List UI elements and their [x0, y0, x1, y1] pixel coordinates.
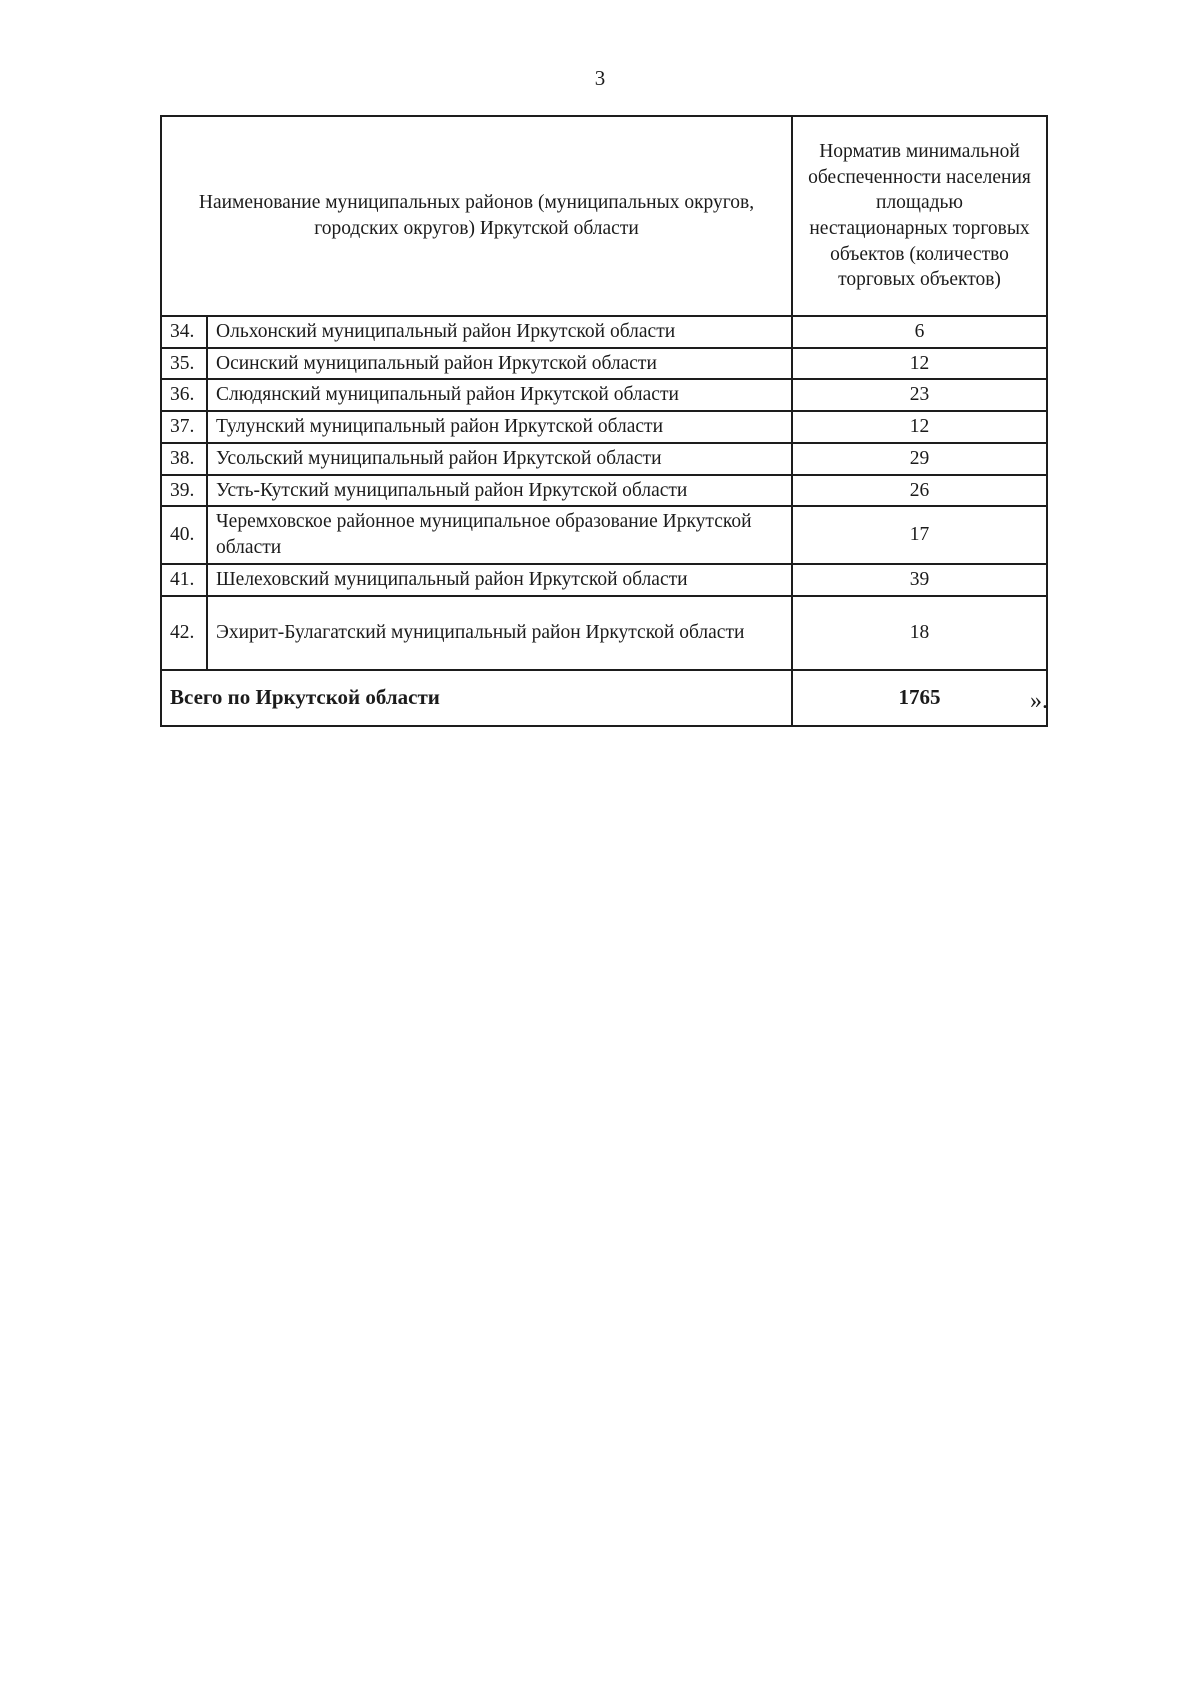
- row-number: 42.: [161, 596, 207, 670]
- row-number: 40.: [161, 506, 207, 563]
- district-name: Слюдянский муниципальный район Иркутской области: [207, 379, 792, 411]
- row-number: 34.: [161, 316, 207, 348]
- table-row: [161, 348, 1047, 380]
- table-row: [161, 316, 1047, 348]
- district-name: Тулунский муниципальный район Иркутской области: [207, 411, 792, 443]
- table-row: [161, 506, 1047, 563]
- row-number: 35.: [161, 348, 207, 380]
- district-name: Ольхонский муниципальный район Иркутской области: [207, 316, 792, 348]
- district-name: Усть-Кутский муниципальный район Иркутской области: [207, 475, 792, 507]
- table-header-row: [161, 116, 1047, 316]
- table-row: [161, 379, 1047, 411]
- norms-table-wrapper: [160, 115, 1046, 727]
- norm-value: 6: [792, 316, 1047, 348]
- row-number: 36.: [161, 379, 207, 411]
- norm-value: 29: [792, 443, 1047, 475]
- table-row: [161, 475, 1047, 507]
- norms-table: [160, 115, 1048, 727]
- norm-value: 23: [792, 379, 1047, 411]
- table-row: [161, 443, 1047, 475]
- table-row: [161, 411, 1047, 443]
- district-name: Осинский муниципальный район Иркутской области: [207, 348, 792, 380]
- norm-value: 12: [792, 411, 1047, 443]
- table-row: [161, 596, 1047, 670]
- norm-value: 17: [792, 506, 1047, 563]
- row-number: 38.: [161, 443, 207, 475]
- district-name: Шелеховский муниципальный район Иркутской области: [207, 564, 792, 596]
- district-name: Черемховское районное муниципальное образование Иркутской области: [207, 506, 792, 563]
- norm-value: 18: [792, 596, 1047, 670]
- row-number: 37.: [161, 411, 207, 443]
- total-value: 1765: [792, 670, 1047, 726]
- row-number: 41.: [161, 564, 207, 596]
- total-label: Всего по Иркутской области: [161, 670, 792, 726]
- norm-value: 12: [792, 348, 1047, 380]
- district-name: Усольский муниципальный район Иркутской области: [207, 443, 792, 475]
- table-row: [161, 564, 1047, 596]
- total-row: [161, 670, 1047, 726]
- norm-value: 39: [792, 564, 1047, 596]
- row-number: 39.: [161, 475, 207, 507]
- closing-quote-mark: ».: [1030, 688, 1048, 714]
- page-number: 3: [594, 66, 606, 90]
- norm-value: 26: [792, 475, 1047, 507]
- column-header-norm: Норматив минимальной обеспеченности населения площадью нестационарных торговых объектов (количество торговых объектов): [792, 116, 1047, 316]
- column-header-district: Наименование муниципальных районов (муниципальных округов, городских округов) Иркутской области: [161, 116, 792, 316]
- district-name: Эхирит-Булагатский муниципальный район Иркутской области: [207, 596, 792, 670]
